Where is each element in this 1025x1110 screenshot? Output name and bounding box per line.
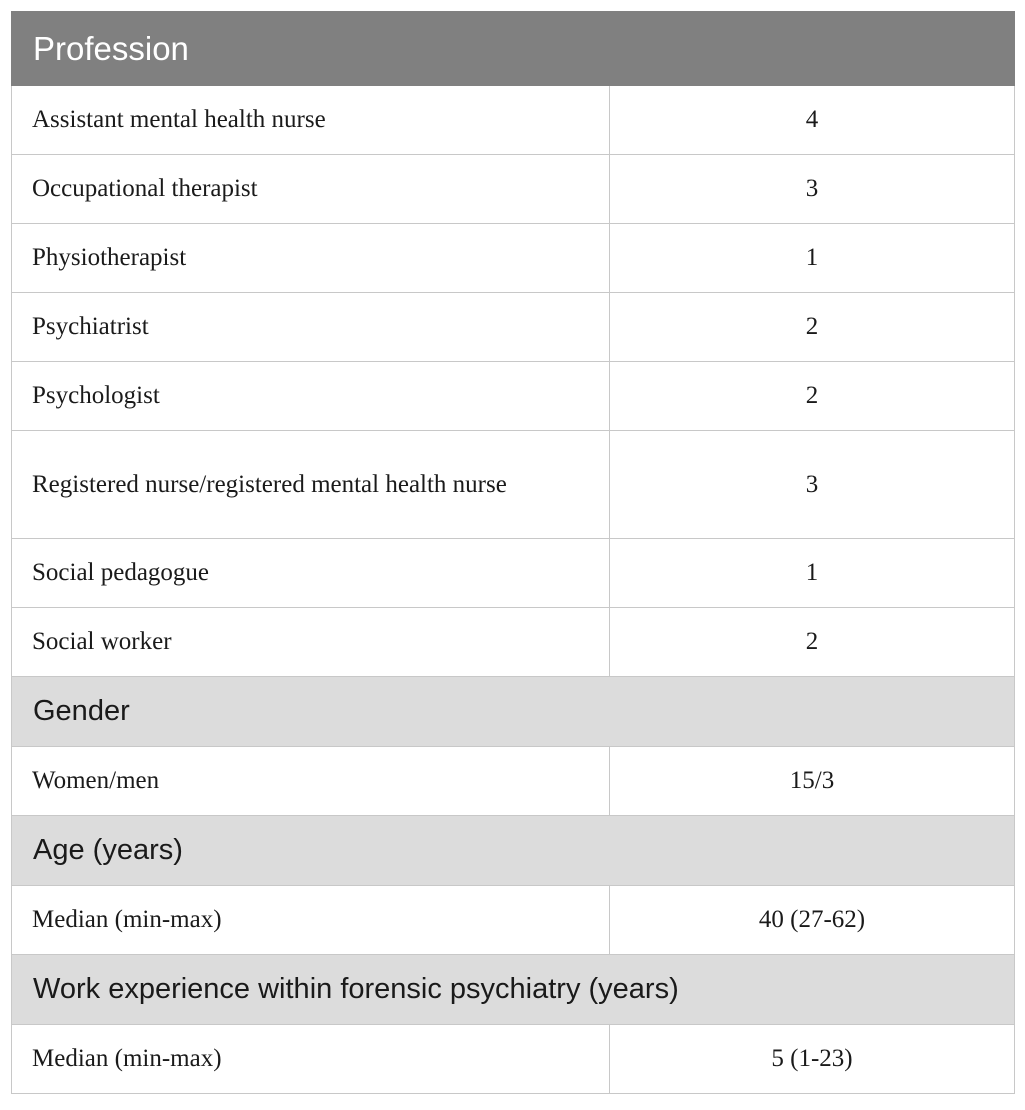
table-row	[12, 1025, 1015, 1094]
section-header-profession	[12, 12, 1015, 86]
row-label: Psychologist	[12, 362, 610, 431]
section-heading: Work experience within forensic psychiatry (years)	[12, 955, 1015, 1025]
section-heading: Gender	[12, 677, 1015, 747]
row-value: 4	[610, 86, 1015, 155]
row-label: Registered nurse/registered mental health nurse	[12, 431, 610, 539]
row-label: Psychiatrist	[12, 293, 610, 362]
row-label: Women/men	[12, 747, 610, 816]
table-row	[12, 747, 1015, 816]
table-row	[12, 431, 1015, 539]
table-row	[12, 86, 1015, 155]
row-value: 2	[610, 293, 1015, 362]
section-heading: Age (years)	[12, 816, 1015, 886]
row-value: 3	[610, 431, 1015, 539]
table-row	[12, 155, 1015, 224]
table-row	[12, 362, 1015, 431]
row-value: 1	[610, 224, 1015, 293]
table-row	[12, 293, 1015, 362]
table-row	[12, 224, 1015, 293]
row-value: 3	[610, 155, 1015, 224]
section-heading: Profession	[12, 12, 1015, 86]
row-label: Median (min-max)	[12, 886, 610, 955]
row-value: 15/3	[610, 747, 1015, 816]
row-label: Social pedagogue	[12, 539, 610, 608]
table-row	[12, 608, 1015, 677]
section-header-work-experience	[12, 955, 1015, 1025]
row-value: 5 (1-23)	[610, 1025, 1015, 1094]
row-value: 40 (27-62)	[610, 886, 1015, 955]
table-row	[12, 886, 1015, 955]
row-label: Social worker	[12, 608, 610, 677]
row-label: Physiotherapist	[12, 224, 610, 293]
section-header-gender	[12, 677, 1015, 747]
row-label: Occupational therapist	[12, 155, 610, 224]
section-header-age	[12, 816, 1015, 886]
table-row	[12, 539, 1015, 608]
participant-characteristics-table	[11, 11, 1015, 1094]
row-value: 1	[610, 539, 1015, 608]
row-value: 2	[610, 608, 1015, 677]
row-label: Assistant mental health nurse	[12, 86, 610, 155]
row-label: Median (min-max)	[12, 1025, 610, 1094]
row-value: 2	[610, 362, 1015, 431]
